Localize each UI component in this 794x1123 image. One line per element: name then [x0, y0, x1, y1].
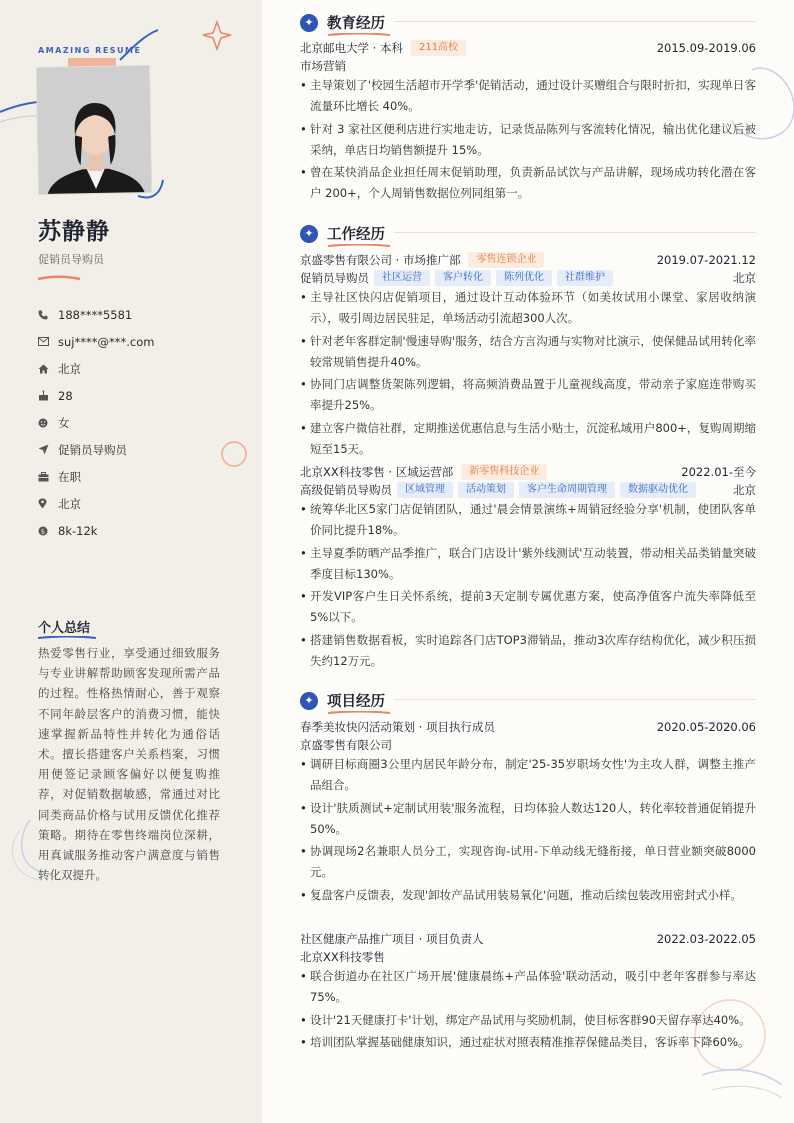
- star-badge-icon: ✦: [300, 14, 318, 32]
- contact-home: [38, 355, 248, 382]
- skill-tag: 社群维护: [557, 270, 613, 286]
- contact-value: 女: [58, 415, 70, 430]
- project-org: 北京XX科技零售: [300, 950, 385, 964]
- work-section-title: ✦ 工作经历: [300, 223, 385, 244]
- contact-value: 28: [58, 388, 73, 403]
- list-item: • 主导策划了'校园生活超市开学季'促销活动，通过设计买赠组合与限时折扣，实现单日客流量环比增长 40%。: [300, 75, 756, 117]
- list-item: • 复盘客户反馈表，发现'卸妆产品试用装易氧化'问题，推动后续包装改用密封式小样。: [300, 885, 756, 906]
- job-bullets: [300, 499, 756, 673]
- briefcase-icon: [38, 470, 58, 484]
- contact-value: suj****@***.com: [58, 334, 155, 349]
- project-name: 春季美妆快闪活动策划 · 项目执行成员: [300, 720, 495, 734]
- company-tag: 零售连锁企业: [468, 252, 544, 268]
- location-pin-icon: [38, 497, 58, 511]
- project-header: [300, 930, 756, 948]
- contact-location: [38, 490, 248, 517]
- skill-tag: 客户生命周期管理: [519, 482, 615, 498]
- skill-tag: 活动策划: [458, 482, 514, 498]
- skill-tag: 数据驱动优化: [620, 482, 696, 498]
- list-item: • 联合街道办在社区广场开展'健康晨练+产品体验'联动活动，吸引中老年客群参与率达75%。: [300, 966, 756, 1008]
- project-org-row: [300, 948, 756, 966]
- list-item: • 主导社区快闪店促销项目，通过设计互动体验环节（如美妆试用小课堂、家居收纳演示），吸引周边居民驻足，单场活动引流超300人次。: [300, 287, 756, 329]
- phone-icon: [38, 308, 58, 322]
- star-badge-icon: ✦: [300, 225, 318, 243]
- skill-tag: 陈列优化: [496, 270, 552, 286]
- section-underline: [328, 244, 390, 247]
- projects-section-title: ✦ 项目经历: [300, 690, 385, 711]
- list-item: • 统筹华北区5家门店促销团队，通过'晨会情景演练+周销冠经验分享'机制，使团队客单价同比提升18%。: [300, 499, 756, 541]
- summary-underline: [38, 636, 96, 639]
- job-header: [300, 251, 756, 269]
- job-role-row: [300, 481, 756, 499]
- job-role-row: [300, 269, 756, 287]
- contact-value: 在职: [58, 469, 81, 484]
- summary-heading: 个人总结: [38, 621, 91, 636]
- school-tag: 211高校: [411, 40, 466, 56]
- list-item: • 开发VIP客户生日关怀系统，提前3天定制专属优惠方案，使高净值客户流失率降低至5%以下。: [300, 586, 756, 628]
- section-rule: [394, 699, 756, 700]
- project-date: 2020.05-2020.06: [656, 720, 756, 734]
- contact-email: [38, 328, 248, 355]
- list-item: • 主导夏季防晒产品季推广，联合门店设计'紫外线测试'互动装置，带动相关品类销量突破季度目标130%。: [300, 543, 756, 585]
- sidebar: [0, 0, 262, 1123]
- list-item: • 针对老年客群定制'慢速导购'服务，结合方言沟通与实物对比演示，使保健品试用转化率较常规销售提升40%。: [300, 331, 756, 373]
- list-item: • 设计'21天健康打卡'计划，绑定产品试用与奖励机制，使目标客群90天留存率达40%。: [300, 1010, 756, 1031]
- contact-value: 北京: [58, 361, 81, 376]
- job-role: 促销员导购员: [300, 271, 369, 285]
- skill-tag: 社区运营: [374, 270, 430, 286]
- section-rule: [394, 21, 756, 22]
- svg-text:$: $: [40, 526, 46, 535]
- list-item: • 建立客户微信社群，定期推送优惠信息与生活小贴士，沉淀私域用户800+，复购周期缩短至15天。: [300, 418, 756, 460]
- list-item: • 针对 3 家社区便利店进行实地走访，记录货品陈列与客流转化情况，输出优化建议后被采纳，单店日均销售额提升 15%。: [300, 119, 756, 161]
- section-rule: [394, 232, 756, 233]
- list-item: • 曾在某快消品企业担任周末促销助理，负责新品试饮与产品讲解，现场成功转化潜在客户 200+，个人周销售数据位列同组第一。: [300, 162, 756, 204]
- section-underline: [328, 711, 390, 714]
- project-bullets: [300, 754, 756, 907]
- project-name: 社区健康产品推广项目 · 项目负责人: [300, 932, 484, 946]
- company-tag: 新零售科技企业: [461, 464, 547, 480]
- job-date: 2019.07-2021.12: [656, 253, 756, 267]
- avatar: [36, 65, 152, 195]
- project-header: [300, 718, 756, 736]
- main-content: [262, 0, 794, 1123]
- company-name: 京盛零售有限公司 · 市场推广部: [300, 253, 461, 267]
- job-role: 高级促销员导购员: [300, 483, 392, 497]
- education-bullets: [300, 75, 756, 206]
- contact-salary: [38, 517, 248, 544]
- major: 市场营销: [300, 59, 346, 73]
- job-title: 促销员导购员: [38, 253, 104, 266]
- tagline: AMAZING RESUME: [38, 46, 142, 55]
- education-section-title: ✦ 教育经历: [300, 12, 385, 33]
- education-major-row: [300, 57, 756, 75]
- home-icon: [38, 362, 58, 376]
- skill-tag: 区域管理: [397, 482, 453, 498]
- contact-phone: [38, 301, 248, 328]
- job-header: [300, 463, 756, 481]
- mail-icon: [38, 335, 58, 349]
- contact-value: 北京: [58, 496, 81, 511]
- education-header: [300, 39, 756, 57]
- project-org: 京盛零售有限公司: [300, 738, 392, 752]
- list-item: • 协调现场2名兼职人员分工，实现咨询-试用-下单动线无缝衔接，单日营业额突破8000元。: [300, 841, 756, 883]
- project-bullets: [300, 966, 756, 1055]
- contact-gender: [38, 409, 248, 436]
- list-item: • 搭建销售数据看板，实时追踪各门店TOP3滞销品，推动3次库存结构优化，减少积压损失约12万元。: [300, 630, 756, 672]
- job-date: 2022.01-至今: [681, 465, 756, 479]
- education-date: 2015.09-2019.06: [656, 41, 756, 55]
- salary-icon: [38, 524, 58, 538]
- contact-status: [38, 463, 248, 490]
- contact-target-job: [38, 436, 248, 463]
- contact-age: [38, 382, 248, 409]
- contact-value: 188****5581: [58, 307, 133, 322]
- summary-text: 热爱零售行业，享受通过细致服务与专业讲解帮助顾客发现所需产品的过程。性格热情耐心，善于观察不同年龄层客户的消费习惯，能快速掌握新品特性并转化为通俗话术。擅长搭建客户关系档案，习惯用便签记录顾客偏好以便复购推荐，对促销数据敏感，常通过对比同类商品价格与试用反馈优化推荐策略。期待在零售终端岗位深耕，用真诚服务推动客户满意度与销售转化双提升。: [38, 646, 220, 883]
- contact-list: [38, 301, 248, 544]
- job-city: 北京: [733, 483, 756, 497]
- school-name: 北京邮电大学 · 本科: [300, 41, 403, 55]
- company-name: 北京XX科技零售 · 区域运营部: [300, 465, 454, 479]
- project-org-row: [300, 736, 756, 754]
- list-item: • 协同门店调整货架陈列逻辑，将高频消费品置于儿童视线高度，带动亲子家庭连带购买率提升25%。: [300, 374, 756, 416]
- project-date: 2022.03-2022.05: [656, 932, 756, 946]
- job-city: 北京: [733, 271, 756, 285]
- gender-icon: [38, 416, 58, 430]
- send-icon: [38, 443, 58, 457]
- list-item: • 培训团队掌握基础健康知识，通过症状对照表精准推荐保健品类目，客诉率下降60%。: [300, 1032, 756, 1053]
- list-item: • 设计'肤质测试+定制试用装'服务流程，日均体验人数达120人，转化率较普通促销提升50%。: [300, 798, 756, 840]
- contact-value: 促销员导购员: [58, 442, 127, 457]
- list-item: • 调研目标商圈3公里内居民年龄分布，制定'25-35岁职场女性'为主攻人群，调整主推产品组合。: [300, 754, 756, 796]
- star-badge-icon: ✦: [300, 692, 318, 710]
- skill-tag: 客户转化: [435, 270, 491, 286]
- candidate-name: 苏静静: [38, 219, 110, 245]
- cake-icon: [38, 389, 58, 403]
- job-bullets: [300, 287, 756, 461]
- contact-value: 8k-12k: [58, 523, 98, 538]
- section-underline: [328, 33, 390, 36]
